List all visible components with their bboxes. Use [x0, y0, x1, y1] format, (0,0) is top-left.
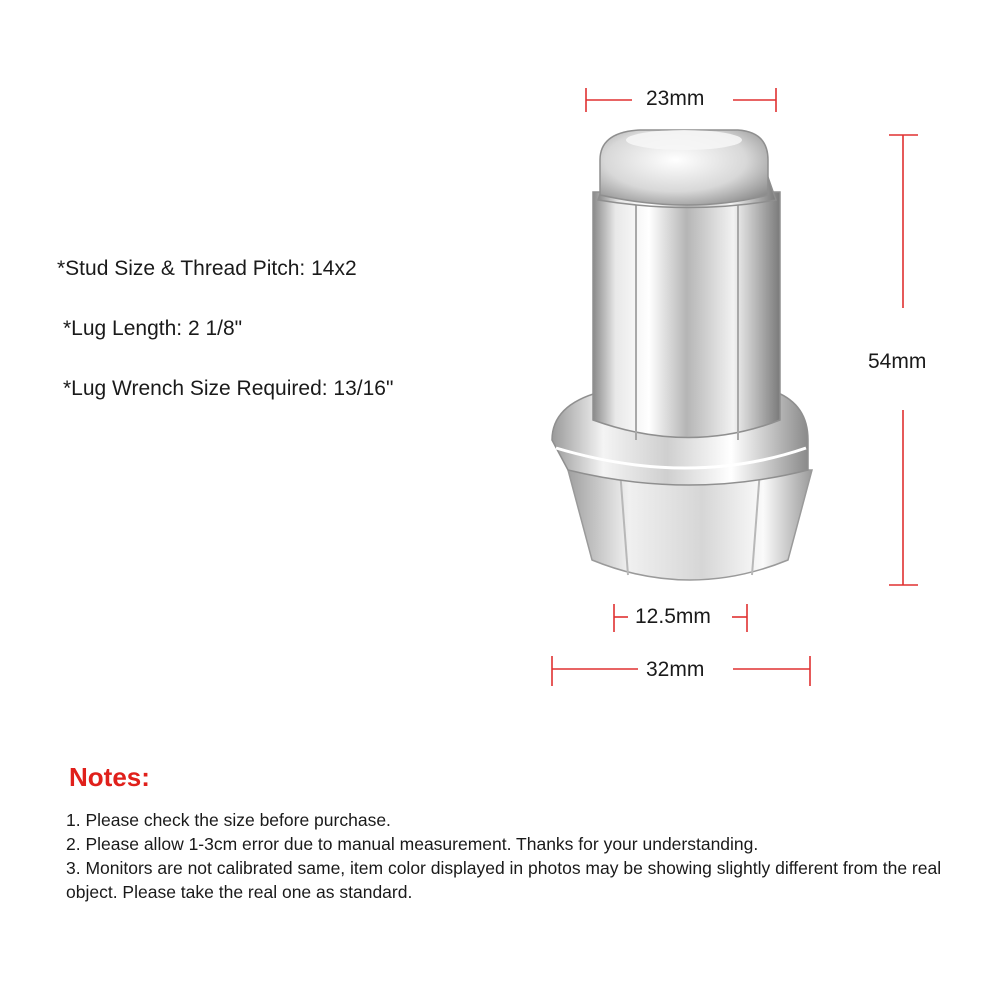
- note-item: 3. Monitors are not calibrated same, item color displayed in photos may be showing slightly different from the real object. Please take the real one as standard.: [66, 858, 942, 902]
- lug-nut-image: [552, 130, 812, 580]
- spec-wrench-size: *Lug Wrench Size Required: 13/16": [63, 377, 394, 400]
- dim-bottom-inner-label: 12.5mm: [635, 605, 711, 628]
- dim-height-label: 54mm: [868, 350, 927, 373]
- notes-heading: Notes:: [69, 762, 150, 792]
- dim-bottom-outer-label: 32mm: [646, 658, 705, 681]
- dim-top-width-label: 23mm: [646, 87, 705, 110]
- note-item: 1. Please check the size before purchase.: [66, 810, 391, 830]
- spec-stud-size: *Stud Size & Thread Pitch: 14x2: [57, 257, 357, 280]
- notes-list: [66, 808, 966, 904]
- spec-lug-length: *Lug Length: 2 1/8": [63, 317, 243, 340]
- note-item: 2. Please allow 1-3cm error due to manual measurement. Thanks for your understanding.: [66, 834, 759, 854]
